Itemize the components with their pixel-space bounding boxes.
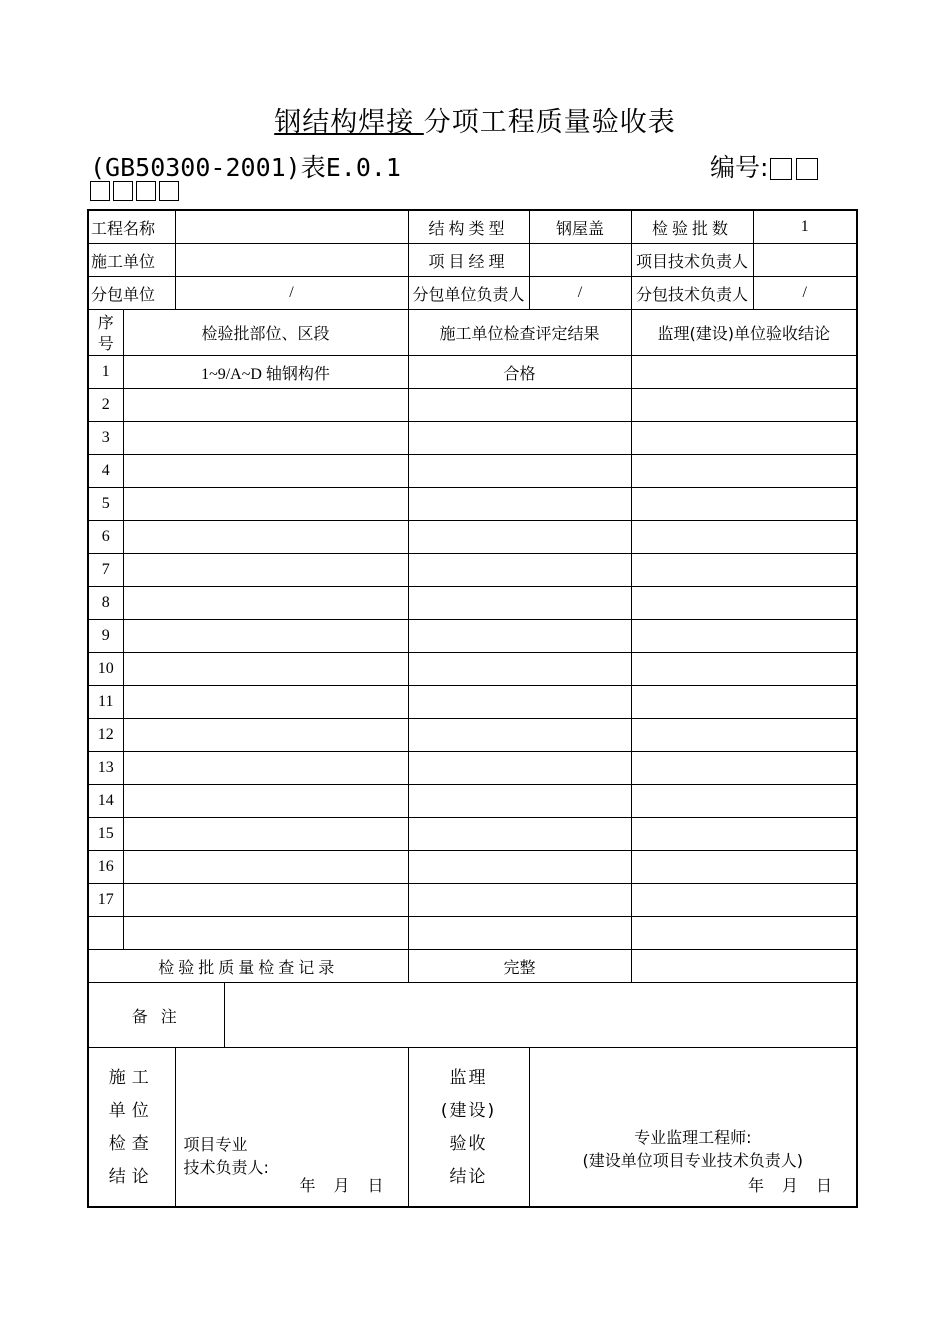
row-location[interactable] bbox=[123, 884, 408, 917]
remarks-label: 备 注 bbox=[88, 983, 224, 1048]
record-label: 检验批质量检查记录 bbox=[88, 950, 408, 983]
row-conclusion[interactable] bbox=[631, 785, 857, 818]
row-conclusion[interactable] bbox=[631, 653, 857, 686]
subcontract-lead-label: 分包单位负责人 bbox=[408, 277, 529, 310]
construction-sign-area[interactable] bbox=[175, 1048, 408, 1208]
row-result[interactable] bbox=[408, 455, 631, 488]
row-seq: 2 bbox=[88, 389, 123, 422]
row-result[interactable] bbox=[408, 818, 631, 851]
row-location[interactable] bbox=[123, 785, 408, 818]
row-seq: 15 bbox=[88, 818, 123, 851]
row-conclusion[interactable] bbox=[631, 818, 857, 851]
row-conclusion[interactable] bbox=[631, 389, 857, 422]
construction-label-line: 施工 bbox=[108, 1068, 155, 1088]
table-row bbox=[88, 521, 857, 554]
row-result[interactable] bbox=[408, 587, 631, 620]
row-seq: 17 bbox=[88, 884, 123, 917]
row-seq: 4 bbox=[88, 455, 123, 488]
row-result[interactable] bbox=[408, 488, 631, 521]
project-name-label: 工程名称 bbox=[88, 210, 175, 244]
construction-sign-label bbox=[88, 1048, 175, 1208]
subcontract-tech-label: 分包技术负责人 bbox=[631, 277, 753, 310]
form-title bbox=[0, 100, 950, 139]
structure-type-label: 结构类型 bbox=[408, 210, 529, 244]
row-seq: 14 bbox=[88, 785, 123, 818]
table-row bbox=[88, 356, 857, 389]
subcontract-tech-value[interactable]: / bbox=[753, 277, 857, 310]
table-row bbox=[88, 686, 857, 719]
code-boxes-row bbox=[90, 180, 182, 201]
construction-unit-field[interactable] bbox=[175, 244, 408, 277]
record-value[interactable]: 完整 bbox=[408, 950, 631, 983]
row-location[interactable] bbox=[123, 818, 408, 851]
row-seq: 6 bbox=[88, 521, 123, 554]
row-conclusion[interactable] bbox=[631, 488, 857, 521]
row-location[interactable] bbox=[123, 752, 408, 785]
location-header: 检验批部位、区段 bbox=[123, 310, 408, 356]
row-location[interactable] bbox=[123, 554, 408, 587]
tech-lead-label: 项目技术负责人 bbox=[631, 244, 753, 277]
table-row bbox=[88, 620, 857, 653]
row-location[interactable] bbox=[123, 488, 408, 521]
row-result[interactable] bbox=[408, 917, 631, 950]
subcontract-unit-label: 分包单位 bbox=[88, 277, 175, 310]
table-row bbox=[88, 653, 857, 686]
batch-count-label: 检验批数 bbox=[631, 210, 753, 244]
table-row bbox=[88, 422, 857, 455]
table-row bbox=[88, 884, 857, 917]
row-result[interactable] bbox=[408, 389, 631, 422]
row-result[interactable] bbox=[408, 521, 631, 554]
row-seq: 5 bbox=[88, 488, 123, 521]
table-row bbox=[88, 488, 857, 521]
row-conclusion[interactable] bbox=[631, 620, 857, 653]
row-location[interactable] bbox=[123, 389, 408, 422]
row-result[interactable] bbox=[408, 653, 631, 686]
code-box[interactable] bbox=[136, 181, 156, 201]
table-row bbox=[88, 587, 857, 620]
supervision-date: 年月日 bbox=[748, 1176, 851, 1195]
row-location[interactable] bbox=[123, 653, 408, 686]
table-row bbox=[88, 917, 857, 950]
row-location[interactable] bbox=[123, 521, 408, 554]
supervision-sign-area[interactable] bbox=[529, 1048, 857, 1208]
row-conclusion[interactable] bbox=[631, 554, 857, 587]
code-box[interactable] bbox=[796, 158, 818, 180]
row-seq: 13 bbox=[88, 752, 123, 785]
row-seq: 16 bbox=[88, 851, 123, 884]
supervision-person-line: (建设单位项目专业技术负责人) bbox=[582, 1151, 804, 1170]
construction-label-line: 检查 bbox=[108, 1134, 155, 1154]
row-result[interactable] bbox=[408, 785, 631, 818]
row-location[interactable] bbox=[123, 851, 408, 884]
row-location[interactable] bbox=[123, 620, 408, 653]
row-seq: 1 bbox=[88, 356, 123, 389]
row-conclusion[interactable] bbox=[631, 455, 857, 488]
code-box[interactable] bbox=[770, 158, 792, 180]
row-location[interactable] bbox=[123, 455, 408, 488]
row-conclusion[interactable] bbox=[631, 686, 857, 719]
row-location[interactable] bbox=[123, 686, 408, 719]
row-location[interactable]: 1~9/A~D 轴钢构件 bbox=[123, 356, 408, 389]
row-location[interactable] bbox=[123, 917, 408, 950]
supervision-person-line: 专业监理工程师: bbox=[634, 1128, 752, 1147]
row-location[interactable] bbox=[123, 422, 408, 455]
subcontract-unit-value[interactable]: / bbox=[175, 277, 408, 310]
supervision-label-line: 验收 bbox=[449, 1134, 488, 1154]
construction-person-line: 项目专业 bbox=[183, 1135, 248, 1154]
row-seq: 11 bbox=[88, 686, 123, 719]
table-row bbox=[88, 752, 857, 785]
conclusion-header: 监理(建设)单位验收结论 bbox=[631, 310, 857, 356]
row-seq: 3 bbox=[88, 422, 123, 455]
project-manager-label: 项目经理 bbox=[408, 244, 529, 277]
table-row bbox=[88, 851, 857, 884]
standard-reference: (GB50300-2001)表E.0.1 bbox=[90, 153, 401, 182]
project-name-field[interactable] bbox=[175, 210, 408, 244]
supervision-label-line: 监理 bbox=[449, 1068, 488, 1088]
row-seq bbox=[88, 917, 123, 950]
code-box[interactable] bbox=[159, 181, 179, 201]
row-result[interactable] bbox=[408, 851, 631, 884]
subcontract-lead-value[interactable]: / bbox=[529, 277, 631, 310]
row-result[interactable] bbox=[408, 884, 631, 917]
row-location[interactable] bbox=[123, 719, 408, 752]
row-seq: 7 bbox=[88, 554, 123, 587]
row-conclusion[interactable] bbox=[631, 356, 857, 389]
acceptance-table bbox=[87, 209, 858, 1208]
table-row bbox=[88, 818, 857, 851]
row-conclusion[interactable] bbox=[631, 851, 857, 884]
construction-person-label bbox=[184, 1133, 269, 1179]
result-header: 施工单位检查评定结果 bbox=[408, 310, 631, 356]
supervision-label-line: (建设) bbox=[440, 1101, 497, 1121]
construction-label-line: 单位 bbox=[108, 1101, 155, 1121]
row-result[interactable] bbox=[408, 686, 631, 719]
tech-lead-field[interactable] bbox=[753, 244, 857, 277]
row-result[interactable] bbox=[408, 422, 631, 455]
construction-unit-label: 施工单位 bbox=[88, 244, 175, 277]
record-conclusion[interactable] bbox=[631, 950, 857, 983]
row-conclusion[interactable] bbox=[631, 422, 857, 455]
row-result[interactable]: 合格 bbox=[408, 356, 631, 389]
table-row bbox=[88, 455, 857, 488]
project-manager-field[interactable] bbox=[529, 244, 631, 277]
row-conclusion[interactable] bbox=[631, 587, 857, 620]
remarks-field[interactable] bbox=[224, 983, 857, 1048]
structure-type-value[interactable]: 钢屋盖 bbox=[529, 210, 631, 244]
row-seq: 10 bbox=[88, 653, 123, 686]
construction-person-line: 技术负责人: bbox=[183, 1158, 269, 1177]
code-box[interactable] bbox=[113, 181, 133, 201]
row-result[interactable] bbox=[408, 554, 631, 587]
table-row bbox=[88, 389, 857, 422]
row-location[interactable] bbox=[123, 587, 408, 620]
row-conclusion[interactable] bbox=[631, 719, 857, 752]
code-box[interactable] bbox=[90, 181, 110, 201]
table-row bbox=[88, 785, 857, 818]
row-conclusion[interactable] bbox=[631, 521, 857, 554]
row-result[interactable] bbox=[408, 719, 631, 752]
batch-count-value[interactable]: 1 bbox=[753, 210, 857, 244]
row-seq: 9 bbox=[88, 620, 123, 653]
code-label: 编号: bbox=[710, 153, 769, 182]
table-row bbox=[88, 719, 857, 752]
supervision-label-line: 结论 bbox=[449, 1167, 488, 1187]
inspection-rows bbox=[88, 356, 857, 950]
row-result[interactable] bbox=[408, 620, 631, 653]
seq-header: 序号 bbox=[88, 310, 123, 356]
row-conclusion[interactable] bbox=[631, 917, 857, 950]
title-project-type: 钢结构焊接 bbox=[274, 107, 424, 138]
construction-label-line: 结论 bbox=[108, 1167, 155, 1187]
row-conclusion[interactable] bbox=[631, 884, 857, 917]
row-result[interactable] bbox=[408, 752, 631, 785]
row-seq: 12 bbox=[88, 719, 123, 752]
supervision-person-label bbox=[530, 1126, 857, 1172]
row-conclusion[interactable] bbox=[631, 752, 857, 785]
supervision-sign-label bbox=[408, 1048, 529, 1208]
row-seq: 8 bbox=[88, 587, 123, 620]
form-code bbox=[710, 148, 820, 184]
title-suffix: 分项工程质量验收表 bbox=[423, 107, 676, 138]
construction-date: 年月日 bbox=[299, 1176, 402, 1195]
table-row bbox=[88, 554, 857, 587]
